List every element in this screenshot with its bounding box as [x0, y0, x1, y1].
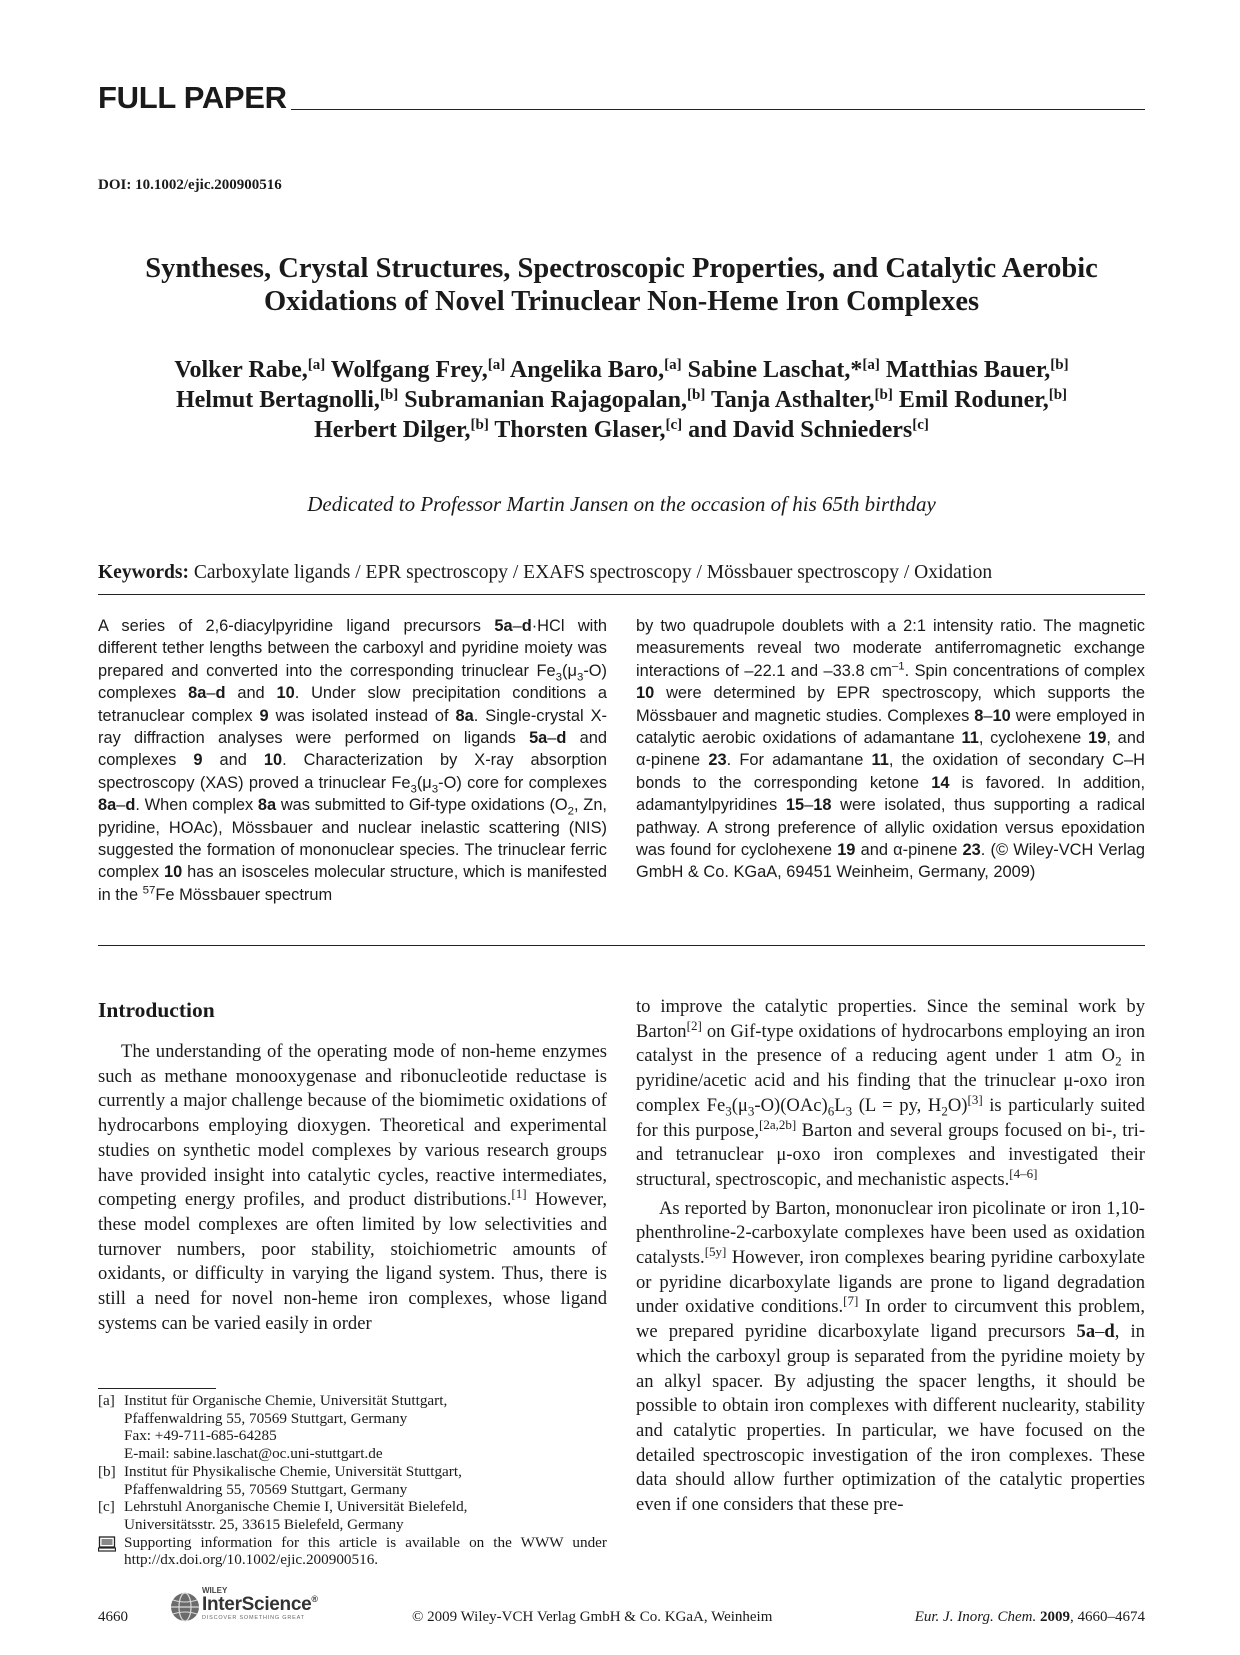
paragraph: [636, 995, 1145, 1193]
reference-citation: [2]: [686, 1017, 702, 1033]
keywords-rule: [98, 594, 1145, 595]
title-line: Syntheses, Crystal Structures, Spectroscopic Properties, and Catalytic Aerobic: [145, 253, 1098, 284]
abstract-text: is favored. In addition, adamantylpyridines: [636, 773, 1145, 815]
abstract-text: -O) complexes: [98, 661, 607, 703]
compound-number: 10: [992, 706, 1011, 725]
section-label: FULL PAPER: [98, 80, 287, 115]
supporting-information-note: [98, 1534, 607, 1569]
keywords-text: Carboxylate ligands / EPR spectroscopy / EXAFS spectroscopy / Mössbauer spectroscopy / Oxidation: [189, 562, 993, 583]
body-left-column: [98, 1040, 607, 1336]
abstract-text: –: [547, 729, 557, 748]
author-name: Thorsten Glaser,: [488, 417, 666, 443]
abstract-text: , the oxidation of secondary C–H bonds to the corresponding ketone: [636, 751, 1145, 792]
abstract-text: . Characterization by X-ray absorption spectroscopy (XAS) proved a trinuclear Fe: [98, 751, 607, 792]
body-text: (μ: [731, 1094, 748, 1116]
author-name: Wolfgang Frey,: [325, 357, 488, 383]
copyright: © 2009 Wiley-VCH Verlag GmbH & Co. KGaA, Weinheim: [412, 1609, 773, 1625]
footnote-line: Fax: +49-711-685-64285: [124, 1427, 277, 1445]
compound-number: d: [556, 729, 567, 748]
abstract-text: and complexes: [98, 729, 607, 770]
subscript: 3: [576, 671, 584, 684]
compound-number: 14: [931, 773, 950, 792]
footnote-rule: [98, 1388, 216, 1389]
compound-number: 11: [961, 729, 979, 748]
footnotes: [98, 1392, 607, 1569]
abstract-left: [98, 615, 607, 906]
subscript: 3: [431, 783, 439, 796]
page-number: 4660: [98, 1609, 128, 1625]
subscript: 2: [1115, 1054, 1122, 1070]
abstract-text: . For adamantane: [726, 751, 872, 770]
reference-citation: [1]: [511, 1186, 527, 1202]
journal-citation: [915, 1609, 1145, 1626]
abstract-text: by two quadrupole doublets with a 2:1 intensity ratio. The magnetic measurements reveal two moderate antiferromagnetic exchange interactions of –22.1 and –33.8 cm: [636, 617, 1145, 680]
paragraph: [98, 1040, 607, 1336]
subscript: 2: [567, 805, 575, 818]
abstract-text: was submitted to Gif-type oxidations (O: [276, 796, 568, 815]
abstract-text: were determined by EPR spectroscopy, which supports the Mössbauer and magnetic studies. Complexes: [636, 684, 1145, 725]
affiliation-mark: [a]: [664, 357, 682, 373]
footnote-mark: [98, 1534, 124, 1569]
compound-number: 8a: [98, 796, 117, 815]
journal-year: 2009: [1036, 1609, 1070, 1625]
body-right-column: [636, 995, 1145, 1518]
header-rule: [291, 109, 1145, 110]
affiliation-mark: [c]: [665, 417, 683, 433]
publisher-logo: [168, 1588, 328, 1624]
footnote-line: Institut für Organische Chemie, Universität Stuttgart,: [124, 1392, 448, 1409]
section-heading: Introduction: [98, 998, 215, 1022]
author-name: Emil Roduner,: [892, 387, 1049, 413]
doi: DOI: 10.1002/ejic.200900516: [98, 177, 282, 193]
affiliation-mark: [b]: [470, 417, 489, 433]
abstract-text: –: [983, 706, 993, 725]
reference-citation: [5y]: [704, 1243, 727, 1259]
author-line: [98, 355, 1145, 385]
footnote-line: Institut für Physikalische Chemie, Universität Stuttgart,: [124, 1462, 462, 1480]
abstract-text: , cyclohexene: [978, 729, 1089, 748]
compound-number: d: [1104, 1321, 1115, 1343]
subscript: 3: [725, 1103, 732, 1119]
body-text: , in which the carboxyl group is separated from the pyridine moiety by an alkyl spacer. By adjusting the spacer lengths, it should be possible to obtain iron complexes with different nuclearity, stability and catalytic properties. In particular, we have focused on the detailed spectroscopic investigation of the iron complexes. These data should allow further optimization of the catalytic properties even if one considers that these pre-: [636, 1321, 1145, 1516]
body-text: is particularly suited for this purpose,: [636, 1094, 1145, 1141]
body-text: L: [834, 1094, 846, 1116]
abstract-text: A series of 2,6-diacylpyridine ligand precursors: [98, 617, 495, 635]
compound-number: d: [215, 684, 226, 703]
article-title: [98, 252, 1145, 318]
reference-citation: [2a,2b]: [758, 1116, 797, 1132]
logo-wordmark: [202, 1594, 318, 1616]
abstract-text: . Spin concentrations of complex: [904, 661, 1145, 680]
abstract-text: –: [512, 617, 522, 635]
affiliation-mark: [b]: [687, 387, 706, 403]
supporting-info-text: Supporting information for this article is available on the WWW under http://dx.doi.org/10.1002/ejic.200900516.: [124, 1533, 607, 1569]
abstract-text: was isolated instead of: [268, 706, 456, 725]
subscript: 3: [845, 1103, 853, 1119]
footnote-body: [124, 1463, 607, 1498]
reference-citation: [3]: [967, 1091, 983, 1107]
reference-citation: [4–6]: [1009, 1165, 1038, 1181]
author-name: Sabine Laschat,*: [681, 357, 863, 383]
logo-main-text: InterScience: [202, 1594, 312, 1615]
abstract-text: (μ: [562, 661, 577, 680]
title-line: Oxidations of Novel Trinuclear Non-Heme Iron Complexes: [263, 286, 980, 317]
body-text: –: [1095, 1321, 1105, 1343]
compound-number: 8a: [257, 796, 277, 815]
logo-tagline: DISCOVER SOMETHING GREAT: [202, 1615, 305, 1621]
footnote-affiliation: [98, 1463, 607, 1498]
abstract-text: and: [202, 751, 264, 770]
author-name: Angelika Baro,: [505, 357, 665, 383]
compound-number: 8a: [455, 706, 474, 725]
body-text: However, these model complexes are often limited by low selectivities and turnover numbers, poor stability, stoichiometric amounts of oxidants, or difficulty in varying the ligand system. Thus, there is still a need for novel non-heme iron complexes, whose ligand systems can be varied easily in order: [98, 1189, 607, 1334]
compound-number: 5a: [494, 617, 513, 635]
compound-number: 23: [962, 841, 981, 860]
abstract-text: . (© Wiley-VCH Verlag GmbH & Co. KGaA, 69451 Weinheim, Germany, 2009): [636, 841, 1146, 882]
footnote-line: Universitätsstr. 25, 33615 Bielefeld, Germany: [124, 1515, 404, 1533]
affiliation-mark: [b]: [1050, 357, 1069, 373]
compound-number: 11: [871, 751, 889, 770]
compound-number: 5a: [529, 729, 548, 748]
paragraph: [636, 1197, 1145, 1518]
affiliation-mark: [a]: [862, 357, 880, 373]
affiliation-mark: [a]: [307, 357, 326, 373]
subscript: 3: [410, 783, 417, 796]
abstract-text: Fe Mössbauer spectrum: [155, 885, 333, 904]
body-text: on Gif-type oxidations of hydrocarbons employing an iron catalyst in the presence of a reducing agent under 1 atm O: [636, 1020, 1145, 1067]
abstract-text: , and α-pinene: [636, 729, 1145, 770]
compound-number: 9: [193, 751, 203, 770]
compound-number: 10: [263, 751, 283, 770]
author-line: [98, 385, 1145, 415]
abstract-text: -O) core for complexes: [438, 773, 607, 792]
footnote-body: [124, 1498, 607, 1533]
compound-number: 10: [636, 684, 655, 703]
logo-registered: ®: [311, 1594, 318, 1604]
author-name: Subramanian Rajagopalan,: [398, 387, 688, 413]
affiliation-mark: [a]: [487, 357, 506, 373]
body-text: -O)(OAc): [754, 1094, 828, 1116]
abstract-text: were isolated, thus supporting a radical pathway. A strong preference of allylic oxidation versus epoxidation was found for cyclohexene: [636, 796, 1145, 860]
body-text: in pyridine/acetic acid and his finding that the trinuclear μ-oxo iron complex Fe: [636, 1045, 1145, 1116]
abstract-text: were employed in catalytic aerobic oxidations of adamantane: [636, 706, 1145, 748]
body-text: In order to circumvent this problem, we prepared pyridine dicarboxylate ligand precursors: [636, 1296, 1146, 1343]
affiliation-mark: [b]: [1048, 387, 1068, 403]
reference-citation: [7]: [843, 1293, 859, 1309]
compound-number: 10: [163, 863, 183, 882]
author-name: Helmut Bertagnolli,: [175, 387, 380, 413]
author-list: [98, 355, 1145, 445]
superscript: –1: [891, 660, 905, 673]
author-name: and David Schnieders: [682, 417, 913, 443]
abstract-text: and: [225, 684, 277, 703]
abstract-text: –: [804, 796, 814, 815]
affiliation-mark: [b]: [379, 387, 399, 403]
body-text: As reported by Barton, mononuclear iron picolinate or iron 1,10-phenthroline-2-carboxylate complexes have been used as oxidation catalysts.: [636, 1197, 1145, 1269]
compound-number: 15: [785, 796, 805, 815]
abstract-right: [636, 615, 1145, 884]
compound-number: d: [125, 796, 136, 815]
abstract-text: ·HCl with different tether lengths between the carboxyl and pyridine moiety was prepared and converted into the corresponding trinuclear Fe: [98, 617, 607, 680]
subscript: 6: [827, 1103, 835, 1119]
footnote-line: E-mail: sabine.laschat@oc.uni-stuttgart.de: [124, 1445, 383, 1463]
compound-number: d: [521, 617, 532, 635]
footnote-mark: [a]: [98, 1392, 115, 1409]
author-name: Matthias Bauer,: [879, 357, 1051, 383]
superscript: 57: [142, 884, 156, 897]
abstract-text: , Zn, pyridine, HOAc), Mössbauer and nuclear inelastic scattering (NIS) suggested the formation of mononuclear species. The trinuclear ferric complex: [98, 796, 607, 882]
compound-number: 8a: [188, 684, 207, 703]
subscript: 3: [555, 671, 563, 684]
compound-number: 19: [1088, 729, 1107, 748]
body-text: However, iron complexes bearing pyridine carboxylate or pyridine dicarboxylate ligands are prone to ligand degradation under oxidative conditions.: [636, 1247, 1145, 1318]
body-text: O): [947, 1094, 968, 1116]
author-name: Tanja Asthalter,: [705, 387, 875, 413]
affiliation-mark: [c]: [912, 417, 929, 433]
body-text: The understanding of the operating mode of non-heme enzymes such as methane monooxygenase and ribonucleotide reductase is currently a major challenge because of the biomimetic oxidations of hydrocarbons employing dioxygen. Theoretical and experimental studies on synthetic model complexes by various research groups have provided insight into catalytic cycles, reactive intermediates, competing energy profiles, and product distributions.: [98, 1041, 607, 1211]
subscript: 3: [747, 1103, 755, 1119]
abstract-text: . When complex: [135, 796, 258, 815]
journal-name: Eur. J. Inorg. Chem.: [914, 1609, 1037, 1625]
footnote-mark: [b]: [98, 1462, 116, 1480]
compound-number: 18: [813, 796, 832, 815]
subscript: 2: [941, 1103, 948, 1119]
abstract-text: has an isosceles molecular structure, which is manifested in the: [98, 863, 607, 904]
keywords-label: Keywords:: [98, 562, 189, 583]
footnote-affiliation: [98, 1498, 607, 1533]
abstract-text: (μ: [416, 773, 432, 792]
keywords: [98, 562, 992, 584]
compound-number: 10: [276, 684, 295, 703]
logo-wiley-text: WILEY: [202, 1586, 228, 1595]
author-name: Volker Rabe,: [174, 357, 308, 383]
footnote-line: Pfaffenwaldring 55, 70569 Stuttgart, Germany: [124, 1480, 408, 1498]
abstract-text: –: [116, 796, 126, 815]
computer-icon: [98, 1536, 116, 1552]
journal-pages: , 4660–4674: [1070, 1609, 1145, 1625]
compound-number: 8: [974, 706, 984, 725]
footnote-affiliation: [98, 1392, 607, 1463]
footnote-body: [124, 1392, 607, 1463]
footnote-line: Pfaffenwaldring 55, 70569 Stuttgart, Germany: [124, 1409, 408, 1427]
compound-number: 23: [708, 751, 727, 770]
body-text: Barton and several groups focused on bi-, tri- and tetranuclear μ-oxo iron complexes and investigated their structural, spectroscopic, and mechanistic aspects.: [636, 1119, 1146, 1190]
dedication: Dedicated to Professor Martin Jansen on the occasion of his 65th birthday: [307, 492, 936, 516]
abstract-text: . Under slow precipitation conditions a tetranuclear complex: [98, 684, 607, 725]
compound-number: 5a: [1076, 1321, 1096, 1343]
page-header: [98, 80, 1145, 116]
affiliation-mark: [b]: [874, 387, 893, 403]
abstract-rule: [98, 945, 1145, 946]
author-line: [98, 415, 1145, 445]
abstract-text: . Single-crystal X-ray diffraction analyses were performed on ligands: [98, 706, 608, 748]
footnote-line: Lehrstuhl Anorganische Chemie I, Universität Bielefeld,: [124, 1498, 468, 1516]
compound-number: 9: [259, 706, 269, 725]
footnote-mark: [c]: [98, 1498, 115, 1516]
body-text: to improve the catalytic properties. Since the seminal work by Barton: [636, 996, 1145, 1042]
compound-number: 19: [837, 841, 856, 860]
body-text: (L = py, H: [852, 1094, 942, 1116]
abstract-text: and α-pinene: [855, 841, 963, 860]
author-name: Herbert Dilger,: [314, 417, 471, 443]
abstract-text: –: [206, 684, 216, 703]
